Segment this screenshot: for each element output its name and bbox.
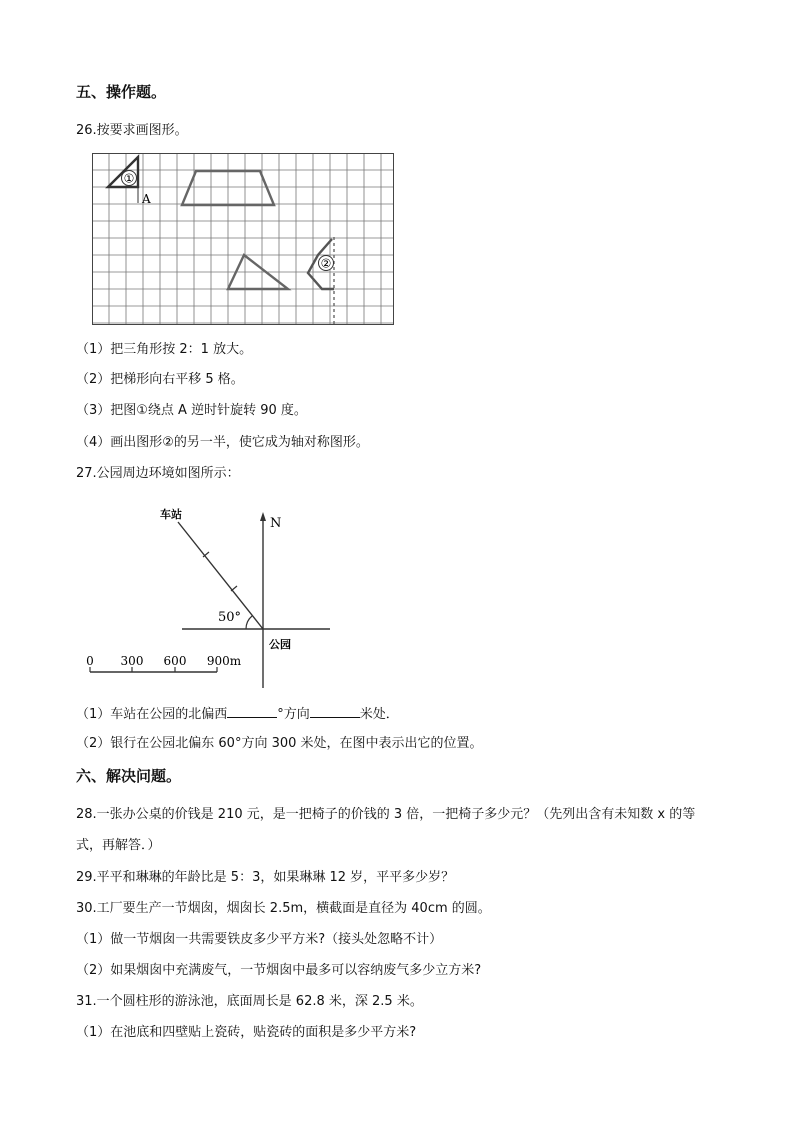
q26-part-2: （2）把梯形向右平移 5 格。 xyxy=(76,372,244,387)
section-six-heading: 六、解决问题。 xyxy=(76,767,182,785)
distance-tick-2 xyxy=(231,586,237,591)
shape2-label: ② xyxy=(320,256,332,271)
scale-label-300: 300 xyxy=(120,654,144,668)
q26-part-1: （1）把三角形按 2：1 放大。 xyxy=(76,342,253,357)
q29-text: 29.平平和琳琳的年龄比是 5：3，如果琳琳 12 岁，平平多少岁？ xyxy=(76,870,455,885)
blank-distance[interactable] xyxy=(310,705,360,718)
station-label: 车站 xyxy=(160,508,182,521)
q30-part-2: （2）如果烟囱中充满废气，一节烟囱中最多可以容纳废气多少立方米? xyxy=(76,963,482,978)
q30-stem: 30.工厂要生产一节烟囱，烟囱长 2.5m，横截面是直径为 40cm 的圆。 xyxy=(76,901,491,916)
park-label: 公园 xyxy=(269,638,291,651)
q27-part-1-text-c: 米处． xyxy=(359,707,399,722)
scale-label-900: 900m xyxy=(206,654,242,668)
q27-part-1 xyxy=(76,705,399,723)
blank-direction-angle[interactable] xyxy=(227,705,277,718)
q26-part-3: （3）把图①绕点 A 逆时针旋转 90 度。 xyxy=(76,403,307,418)
section-five-heading: 五、操作题。 xyxy=(76,83,167,101)
q30-part-1: （1）做一节烟囱一共需要铁皮多少平方米?（接头处忽略不计） xyxy=(76,932,443,947)
point-a-label: A xyxy=(142,192,151,206)
q28-line-1: 28.一张办公桌的价钱是 210 元，是一把椅子的价钱的 3 倍，一把椅子多少元？（先列出含有未知数 x 的等 xyxy=(76,807,696,822)
q31-stem: 31.一个圆柱形的游泳池，底面周长是 62.8 米，深 2.5 米。 xyxy=(76,994,423,1009)
north-label: N xyxy=(270,516,282,531)
q27-part-1-text-b: °方向 xyxy=(277,707,310,722)
scale-label-600: 600 xyxy=(163,654,187,668)
q27-part-1-text-a: （1）车站在公园的北偏西 xyxy=(76,707,228,722)
q27-part-2: （2）银行在公园北偏东 60°方向 300 米处，在图中表示出它的位置。 xyxy=(76,736,483,751)
angle-arc xyxy=(246,616,252,629)
q26-part-4: （4）画出图形②的另一半，使它成为轴对称图形。 xyxy=(76,435,369,450)
q31-part-1: （1）在池底和四壁贴上瓷砖，贴瓷砖的面积是多少平方米? xyxy=(76,1025,417,1040)
q28-line-2: 式，再解答．） xyxy=(76,838,161,853)
q27-stem: 27.公园周边环境如图所示： xyxy=(76,466,240,481)
shape1-label: ① xyxy=(123,171,135,186)
north-arrow-icon xyxy=(260,512,266,521)
angle-label: 50° xyxy=(218,610,242,625)
q26-stem: 26.按要求画图形。 xyxy=(76,123,188,138)
scale-label-0: 0 xyxy=(86,654,94,668)
